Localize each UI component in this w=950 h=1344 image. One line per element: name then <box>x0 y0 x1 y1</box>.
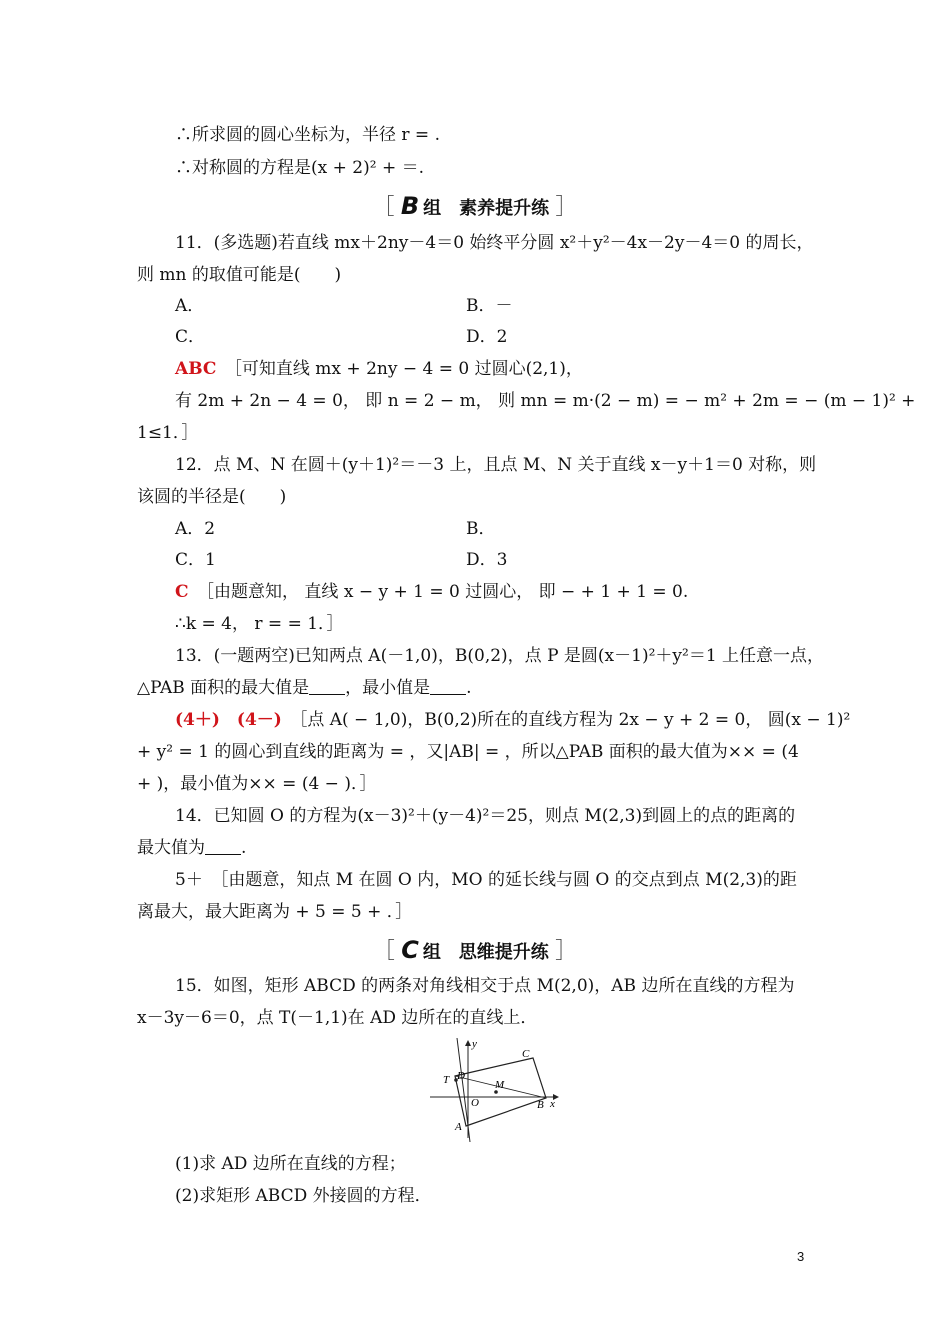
answer-tag: (4＋) (4－) <box>175 710 282 730</box>
label-a: A <box>455 1121 462 1133</box>
text-line: ∴对称圆的方程是(x + 2)² + ＝. <box>175 158 424 178</box>
answer-line: 有 2m + 2n − 4 = 0， 即 n = 2 − m， 则 mn = m·(2 − m) = − m² + 2m = − (m − 1)² + <box>175 391 916 411</box>
option-a: A． <box>175 296 205 316</box>
rectangle-abcd <box>455 1058 546 1126</box>
answer-line: (4＋) (4－) ［点 A( − 1,0)，B(0,2)所在的直线方程为 2x − y + 2 = 0， 圆(x − 1)² <box>175 710 851 730</box>
label-c: C <box>522 1048 530 1060</box>
answer-line: C ［由题意知， 直线 x − y + 1 = 0 过圆心， 即 − + 1 + 1 = 0. <box>175 582 689 602</box>
question-12-line: 12．点 M、N 在圆＋(y＋1)²＝－3 上，且点 M、N 关于直线 x－y＋1＝0 对称，则 <box>175 455 817 475</box>
answer-blank <box>205 838 241 855</box>
question-15-line: 15．如图，矩形 ABCD 的两条对角线相交于点 M(2,0)，AB 边所在直线的方程为 <box>175 976 795 996</box>
section-header-c: ［ C 组 思维提升练 ］ <box>372 936 578 964</box>
section-header-b: ［ B 组 素养提升练 ］ <box>372 192 578 220</box>
answer-line: ∴k = 4， r = = 1．］ <box>175 614 344 634</box>
option-d: D．3 <box>466 550 508 570</box>
label-b: B <box>537 1099 544 1111</box>
y-axis-arrow <box>465 1040 471 1046</box>
option-c: C．1 <box>175 550 216 570</box>
page-number: 3 <box>797 1249 805 1264</box>
label-y: y <box>472 1038 477 1050</box>
question-12-line: 该圆的半径是( ) <box>137 487 287 507</box>
answer-line: 5＋ ［由题意，知点 M 在圆 O 内，MO 的延长线与圆 O 的交点到点 M(2,3)的距 <box>175 870 797 890</box>
answer-line: + )，最小值为×× = (4 − )．］ <box>137 774 377 794</box>
answer-line: ABC ［可知直线 mx + 2ny − 4 = 0 过圆心(2,1)， <box>175 359 583 379</box>
rectangle-figure <box>425 1038 560 1143</box>
answer-line: + y² = 1 的圆心到直线的距离为 = ，又|AB| = ，所以△PAB 面积的最大值为×× = (4 <box>137 742 799 762</box>
label-d: D <box>457 1070 465 1082</box>
question-11-line: 11．(多选题)若直线 mx＋2ny－4＝0 始终平分圆 x²＋y²－4x－2y－4＝0 的周长， <box>175 233 814 253</box>
option-b: B．－ <box>466 296 513 316</box>
question-11-line: 则 mn 的取值可能是( ) <box>137 265 342 285</box>
question-13-line: 13．(一题两空)已知两点 A(－1,0)，B(0,2)，点 P 是圆(x－1)²＋y²＝1 上任意一点， <box>175 646 825 666</box>
answer-line: 1≤1．］ <box>137 423 199 443</box>
option-d: D．2 <box>466 327 508 347</box>
label-m: M <box>495 1079 505 1091</box>
question-13-line: △PAB 面积的最大值是 ，最小值是 . <box>137 678 472 698</box>
answer-blank <box>430 678 466 695</box>
label-t: T <box>443 1074 450 1086</box>
option-a: A．2 <box>175 519 216 539</box>
answer-tag: C <box>175 582 189 602</box>
answer-tag: ABC <box>175 359 217 379</box>
text-line: ∴所求圆的圆心坐标为，半径 r = . <box>175 125 440 145</box>
question-14-line: 最大值为 . <box>137 838 247 858</box>
question-15-part: (1)求 AD 边所在直线的方程； <box>175 1154 406 1174</box>
question-14-line: 14．已知圆 O 的方程为(x－3)²＋(y－4)²＝25，则点 M(2,3)到圆上的点的距离的 <box>175 806 796 826</box>
option-b: B． <box>466 519 496 539</box>
answer-blank <box>309 678 345 695</box>
question-15-part: (2)求矩形 ABCD 外接圆的方程． <box>175 1186 432 1206</box>
answer-line: 离最大，最大距离为 + 5 = 5 + ．］ <box>137 902 413 922</box>
label-o: O <box>471 1097 479 1109</box>
label-x: x <box>550 1098 555 1110</box>
option-c: C． <box>175 327 206 347</box>
question-15-line: x－3y－6＝0，点 T(－1,1)在 AD 边所在的直线上． <box>137 1008 538 1028</box>
